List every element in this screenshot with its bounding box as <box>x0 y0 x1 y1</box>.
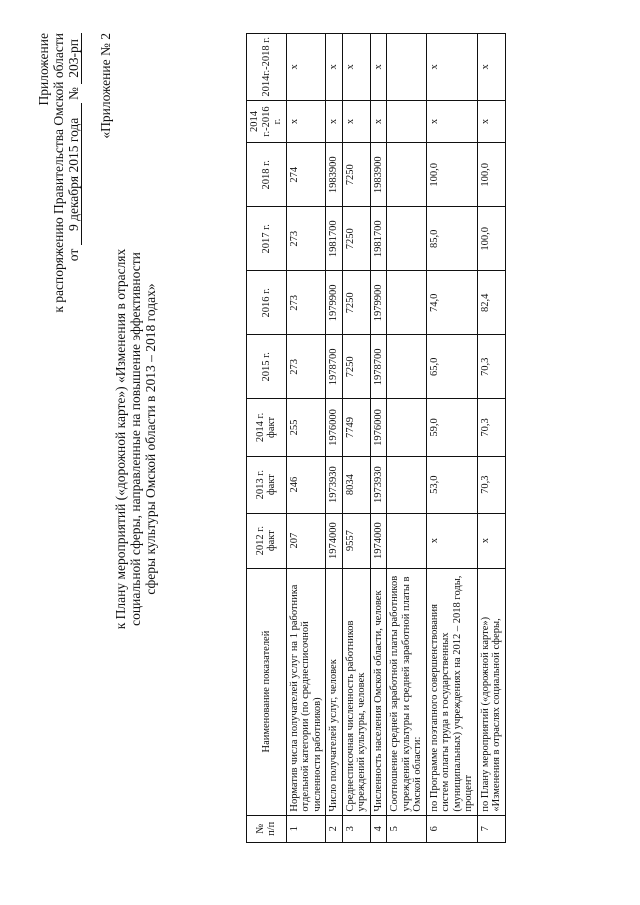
value-cell: х <box>426 100 477 143</box>
annex2-line1: к Плану мероприятий («дорожной карте») «Изменения в отраслях <box>113 248 128 630</box>
value-cell: 255 <box>286 399 326 456</box>
value-cell: 1974000 <box>326 513 343 568</box>
row-number: 3 <box>342 815 370 842</box>
row-number: 1 <box>286 815 326 842</box>
value-cell: 70,3 <box>477 399 505 456</box>
annex2-line2: социальной сферы, направленные на повышение эффективности <box>128 252 143 626</box>
value-cell: х <box>370 34 387 101</box>
value-cell: 100,0 <box>426 143 477 207</box>
value-cell: 1983900 <box>326 143 343 207</box>
value-cell <box>387 513 427 568</box>
table-row <box>387 34 427 843</box>
value-cell: х <box>426 34 477 101</box>
value-cell: 246 <box>286 456 326 513</box>
value-cell: 70,3 <box>477 335 505 399</box>
indicator-name: по Плану мероприятий («дорожной карте») «Изменения в отраслях социальной сферы, <box>477 568 505 815</box>
value-cell: 65,0 <box>426 335 477 399</box>
value-cell: 53,0 <box>426 456 477 513</box>
col-header: Наименование показателей <box>247 568 287 815</box>
indicator-name: Соотношение средней заработной платы работников учреждений культуры и средней заработной платы в Омской области: <box>387 568 427 815</box>
value-cell: 100,0 <box>477 207 505 271</box>
value-cell: 74,0 <box>426 271 477 335</box>
annex2-header <box>98 33 158 845</box>
value-cell: х <box>370 100 387 143</box>
appendix-date-line <box>66 33 82 905</box>
row-number: 6 <box>426 815 477 842</box>
indicator-name: Число получателей услуг, человек <box>326 568 343 815</box>
value-cell: 7250 <box>342 335 370 399</box>
decree-date: 9 декабря 2015 года <box>66 103 82 245</box>
value-cell: 1978700 <box>326 335 343 399</box>
value-cell: х <box>286 34 326 101</box>
value-cell: 82,4 <box>477 271 505 335</box>
col-header: 2017 г. <box>247 207 287 271</box>
value-cell <box>387 100 427 143</box>
value-cell: 7250 <box>342 207 370 271</box>
col-header: 2015 г. <box>247 335 287 399</box>
value-cell: 274 <box>286 143 326 207</box>
table-row <box>426 34 477 843</box>
value-cell: х <box>326 100 343 143</box>
table-row <box>370 34 387 843</box>
value-cell: х <box>477 34 505 101</box>
value-cell: 85,0 <box>426 207 477 271</box>
number-sign: № <box>66 87 81 100</box>
value-cell: 1983900 <box>370 143 387 207</box>
col-header: 2014 г. факт <box>247 399 287 456</box>
col-header: № п/п <box>247 815 287 842</box>
value-cell <box>387 271 427 335</box>
value-cell: х <box>477 100 505 143</box>
value-cell: 9557 <box>342 513 370 568</box>
row-number: 2 <box>326 815 343 842</box>
value-cell: х <box>286 100 326 143</box>
value-cell: х <box>477 513 505 568</box>
value-cell <box>387 207 427 271</box>
value-cell: 1979900 <box>370 271 387 335</box>
table-row <box>342 34 370 843</box>
value-cell: 1979900 <box>326 271 343 335</box>
value-cell: 1981700 <box>326 207 343 271</box>
annex2-line3: сферы культуры Омской области в 2013 – 2018 годах» <box>143 283 158 595</box>
indicator-name: Среднесписочная численность работников учреждений культуры, человек <box>342 568 370 815</box>
col-header: 2014г.-2018 г. <box>247 34 287 101</box>
value-cell: 1973930 <box>370 456 387 513</box>
col-header: 2013 г. факт <box>247 456 287 513</box>
table-row <box>477 34 505 843</box>
value-cell: 100,0 <box>477 143 505 207</box>
value-cell: 273 <box>286 207 326 271</box>
indicator-name: Норматив числа получателей услуг на 1 работника отдельной категории (по среднесписочной численности работников) <box>286 568 326 815</box>
value-cell: 273 <box>286 271 326 335</box>
col-header: 2014 г.-2016 г. <box>247 100 287 143</box>
table-row <box>286 34 326 843</box>
value-cell: 1981700 <box>370 207 387 271</box>
appendix-title: Приложение <box>36 33 51 106</box>
value-cell: 1973930 <box>326 456 343 513</box>
value-cell: 7749 <box>342 399 370 456</box>
from-prefix: от <box>66 248 81 262</box>
value-cell: х <box>342 34 370 101</box>
indicator-name: Численность населения Омской области, человек <box>370 568 387 815</box>
value-cell: 8034 <box>342 456 370 513</box>
decree-number: 203-рп <box>66 33 82 84</box>
value-cell <box>387 335 427 399</box>
col-header: 2016 г. <box>247 271 287 335</box>
appendix-header <box>36 33 82 905</box>
col-header: 2018 г. <box>247 143 287 207</box>
value-cell: х <box>426 513 477 568</box>
value-cell: х <box>342 100 370 143</box>
value-cell: 1974000 <box>370 513 387 568</box>
value-cell: 7250 <box>342 143 370 207</box>
annex2-title: «Приложение № 2 <box>98 33 113 139</box>
indicators-table <box>246 33 506 843</box>
table-header-row <box>247 34 287 843</box>
value-cell: 59,0 <box>426 399 477 456</box>
value-cell: 273 <box>286 335 326 399</box>
value-cell <box>387 34 427 101</box>
value-cell: 1978700 <box>370 335 387 399</box>
value-cell <box>387 399 427 456</box>
table-row <box>326 34 343 843</box>
value-cell: 207 <box>286 513 326 568</box>
value-cell: 70,3 <box>477 456 505 513</box>
value-cell <box>387 456 427 513</box>
row-number: 7 <box>477 815 505 842</box>
row-number: 4 <box>370 815 387 842</box>
col-header: 2012 г. факт <box>247 513 287 568</box>
value-cell: 1976000 <box>370 399 387 456</box>
value-cell: 7250 <box>342 271 370 335</box>
value-cell: 1976000 <box>326 399 343 456</box>
row-number: 5 <box>387 815 427 842</box>
value-cell: х <box>326 34 343 101</box>
appendix-to: к распоряжению Правительства Омской области <box>51 33 66 313</box>
value-cell <box>387 143 427 207</box>
indicator-name: по Программе поэтапного совершенствования систем оплаты труда в государственных (муниципальных) учреждениях на 2012 – 2018 годы, процент <box>426 568 477 815</box>
